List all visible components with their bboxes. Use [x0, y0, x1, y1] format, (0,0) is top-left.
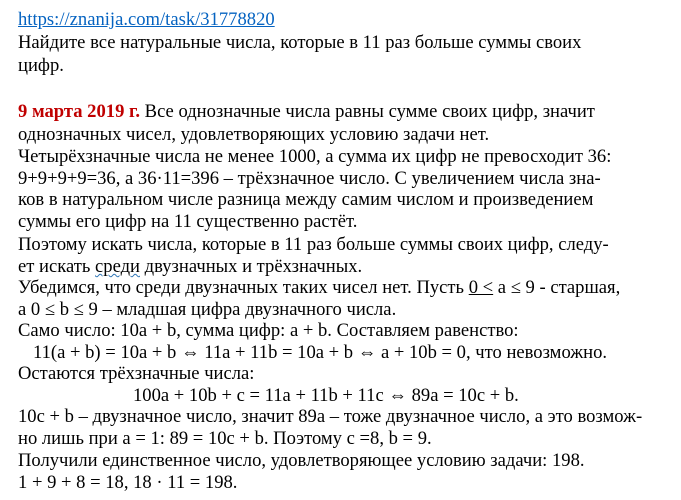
solution-paragraph-1-line-2: однозначных чисел, удовлетворяющих условию задачи нет. — [18, 124, 490, 145]
task-statement-line-2: цифр. — [18, 55, 64, 76]
solution-paragraph-6-line-1: Остаются трёхзначные числа: — [18, 363, 255, 384]
text-segment: двузначных и трёхзначных. — [139, 256, 363, 277]
solution-paragraph-4-line-2: а 0 ≤ b ≤ 9 – младшая цифра двузначного числа. — [18, 299, 397, 320]
task-link[interactable]: https://znanija.com/task/31778820 — [18, 9, 275, 30]
task-statement-line-1: Найдите все натуральные числа, которые в 11 раз больше суммы своих — [18, 32, 582, 53]
solution-paragraph-7-line-1: 10c + b – двузначное число, значит 89a – тоже двузначное число, а это возмож- — [18, 406, 643, 427]
spellcheck-word: среди — [95, 256, 140, 277]
text-segment: ет искать — [18, 256, 96, 277]
solution-paragraph-3-line-2 — [18, 256, 362, 278]
solution-text: Все однозначные числа равны сумме своих цифр, значит — [140, 101, 595, 122]
solution-paragraph-2-line-1: Четырёхзначные числа не менее 1000, а сумма их цифр не превосходит 36: — [18, 146, 612, 167]
equation-2: 100a + 10b + c = 11a + 11b + 11c ⇔ 89a = 10c + b. — [133, 385, 519, 406]
solution-paragraph-2-line-3: ков в натуральном числе разница между самим числом и произведением — [18, 189, 594, 210]
solution-paragraph-2-line-2: 9+9+9+9=36, а 36·11=396 – трёхзначное число. С увеличением числа зна- — [18, 168, 601, 189]
source-line — [18, 9, 275, 31]
text-segment: a ≤ 9 - старшая, — [493, 277, 621, 298]
verification-line: 1 + 9 + 8 = 18, 18 · 11 = 198. — [18, 472, 238, 493]
solution-paragraph-7-line-2: но лишь при a = 1: 89 = 10c + b. Поэтому c =8, b = 9. — [18, 428, 432, 449]
solution-paragraph-5-line-1: Само число: 10a + b, сумма цифр: a + b. Составляем равенство: — [18, 320, 519, 341]
solution-date: 9 марта 2019 г. — [18, 101, 141, 122]
underlined-inequality: 0 < — [468, 277, 494, 298]
equation-1: 11(a + b) = 10a + b ⇔ 11a + 11b = 10a + b ⇔ a + 10b = 0, что невозможно. — [33, 342, 608, 363]
text-segment: Убедимся, что среди двузначных таких чисел нет. Пусть — [18, 277, 469, 298]
solution-paragraph-4-line-1 — [18, 277, 620, 299]
solution-paragraph-2-line-4: суммы его цифр на 11 существенно растёт. — [18, 211, 358, 232]
solution-paragraph-3-line-1: Поэтому искать числа, которые в 11 раз больше суммы своих цифр, следу- — [18, 234, 609, 255]
answer-line: Получили единственное число, удовлетворяющее условию задачи: 198. — [18, 450, 585, 471]
solution-paragraph-1-line-1 — [18, 101, 595, 123]
